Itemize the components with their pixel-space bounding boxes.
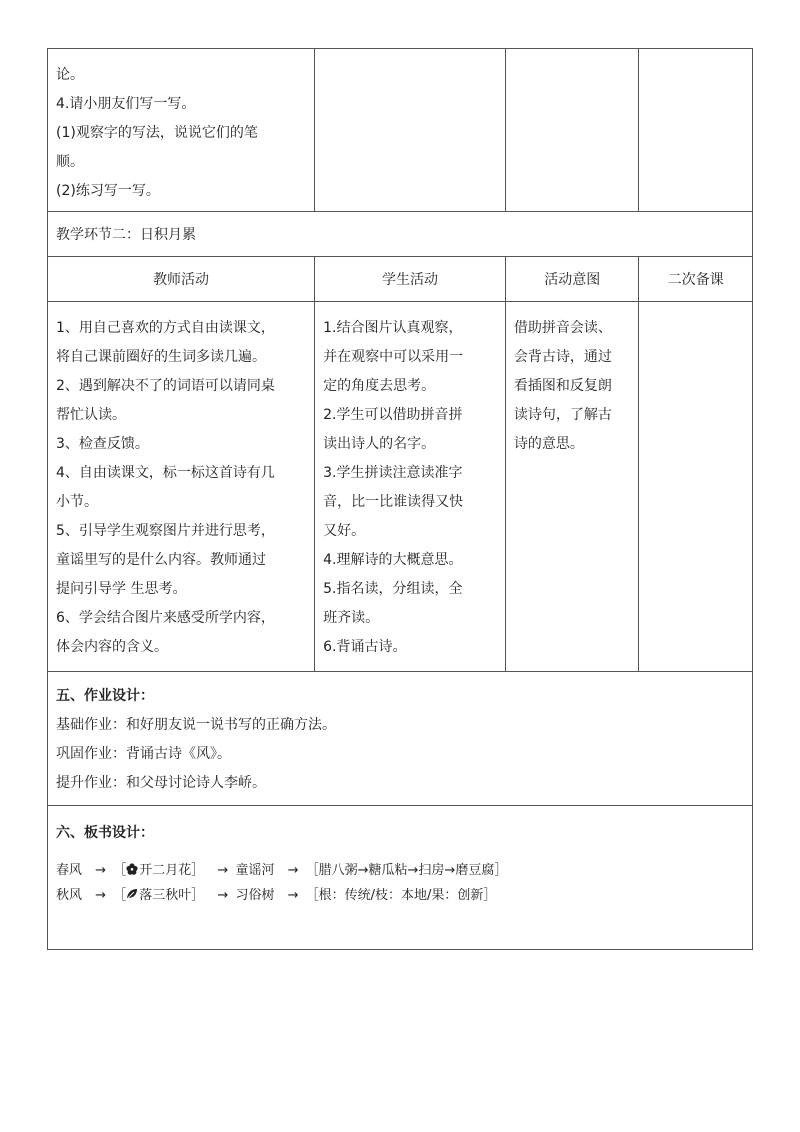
text-line: 6、学会结合图片来感受所学内容， xyxy=(56,610,275,626)
text-line: 体会内容的含义。 xyxy=(56,639,168,655)
board-term: 秋风 xyxy=(56,888,83,903)
header-row xyxy=(48,257,753,302)
text-line: 6.背诵古诗。 xyxy=(323,639,407,655)
text-line: 2.学生可以借助拼音拼 xyxy=(323,407,463,423)
bracket-close: ］ xyxy=(191,863,205,878)
text-line: 定的角度去思考。 xyxy=(323,378,436,394)
text-line: 班齐读。 xyxy=(323,610,380,626)
text-line: 1、用自己喜欢的方式自由读课文， xyxy=(56,320,275,336)
arrow: → xyxy=(217,888,229,903)
student-lines xyxy=(315,302,505,666)
teacher-lines xyxy=(48,302,314,666)
continued-second-cell xyxy=(639,49,753,212)
header-teacher: 教师活动 xyxy=(48,257,315,302)
text-line: 借助拼音会读、 xyxy=(513,320,612,336)
text-line: 并在观察中可以采用一 xyxy=(323,349,464,365)
text-line: 论。 xyxy=(56,67,84,83)
text-line: 读出诗人的名字。 xyxy=(323,436,436,452)
board-title: 六、板书设计： xyxy=(56,825,154,841)
text-line: 读诗句，了解古 xyxy=(513,407,612,423)
lesson-plan-table xyxy=(47,48,753,950)
homework-advance: 提升作业：和父母讨论诗人李峤。 xyxy=(56,775,266,791)
text-line: 提问引导学 生思考。 xyxy=(56,581,187,597)
arrow: → xyxy=(217,863,229,878)
board-line-1 xyxy=(56,858,744,883)
board-cell xyxy=(48,806,753,950)
text-line: 5、引导学生观察图片并进行思考， xyxy=(56,523,275,539)
activity-row xyxy=(48,302,753,672)
arrow: → xyxy=(287,888,299,903)
board-term: 春风 xyxy=(56,863,83,878)
text-line: 又好。 xyxy=(323,523,366,539)
leaf-icon xyxy=(126,888,138,900)
header-second: 二次备课 xyxy=(639,257,753,302)
text-line: (1)观察字的写法，说说它们的笔 xyxy=(56,125,258,141)
arrow: → xyxy=(95,863,107,878)
second-prep-cell xyxy=(639,302,753,672)
text-line: 4.理解诗的大概意思。 xyxy=(323,552,463,568)
homework-block xyxy=(48,672,752,805)
student-activity-cell xyxy=(315,302,506,672)
flower-icon xyxy=(126,863,138,875)
header-intent: 活动意图 xyxy=(505,257,639,302)
text-line: 将自己课前圈好的生词多读几遍。 xyxy=(56,349,266,365)
intent-cell xyxy=(505,302,639,672)
text-line: 4、自由读课文，标一标这首诗有几 xyxy=(56,465,275,481)
arrow: → xyxy=(95,888,107,903)
text-line: 诗的意思。 xyxy=(513,436,584,452)
board-term: 习俗树 xyxy=(235,888,275,903)
text-line: 童谣里写的是什么内容。教师通过 xyxy=(56,552,266,568)
homework-consolidate: 巩固作业：背诵古诗《风》。 xyxy=(56,746,231,762)
text-line: 帮忙认读。 xyxy=(56,407,126,423)
text-line: 4.请小朋友们写一写。 xyxy=(56,96,196,112)
bracket-open: ［ xyxy=(113,888,127,903)
lesson-plan-table-wrapper xyxy=(47,48,753,950)
board-line-2 xyxy=(56,883,744,908)
board-term: 落三秋叶 xyxy=(139,888,192,903)
text-line: (2)练习写一写。 xyxy=(56,183,160,199)
teacher-activity-cell xyxy=(48,302,315,672)
continued-lines xyxy=(48,49,314,210)
continued-teacher-cell xyxy=(48,49,315,212)
section2-row xyxy=(48,212,753,257)
board-term: ［腊八粥→糖瓜粘→扫房→磨豆腐］ xyxy=(305,863,508,878)
section2-title: 教学环节二：日积月累 xyxy=(48,212,753,257)
board-term: 开二月花 xyxy=(139,863,192,878)
bracket-close: ］ xyxy=(191,888,205,903)
text-line: 5.指名读，分组读，全 xyxy=(323,581,463,597)
homework-row xyxy=(48,672,753,806)
homework-title: 五、作业设计： xyxy=(56,688,154,704)
text-line: 2、遇到解决不了的词语可以请同桌 xyxy=(56,378,275,394)
text-line: 3、检查反馈。 xyxy=(56,436,149,452)
board-term: 童谣河 xyxy=(235,863,275,878)
continued-row xyxy=(48,49,753,212)
header-student: 学生活动 xyxy=(315,257,506,302)
text-line: 3.学生拼读注意读准字 xyxy=(323,465,463,481)
bracket-open: ［ xyxy=(113,863,127,878)
text-line: 顺。 xyxy=(56,154,84,170)
continued-student-cell xyxy=(315,49,506,212)
homework-cell xyxy=(48,672,753,806)
text-line: 会背古诗，通过 xyxy=(513,349,612,365)
text-line: 看插图和反复朗 xyxy=(513,378,612,394)
text-line: 小节。 xyxy=(56,494,98,510)
text-line: 1.结合图片认真观察， xyxy=(323,320,463,336)
continued-intent-cell xyxy=(505,49,639,212)
board-row xyxy=(48,806,753,950)
arrow: → xyxy=(287,863,299,878)
board-block xyxy=(48,806,752,949)
board-term: ［根：传统/枝：本地/果：创新］ xyxy=(305,888,497,903)
homework-basic: 基础作业：和好朋友说一说书写的正确方法。 xyxy=(56,717,336,733)
text-line: 音，比一比谁读得又快 xyxy=(323,494,464,510)
intent-lines xyxy=(506,302,639,463)
